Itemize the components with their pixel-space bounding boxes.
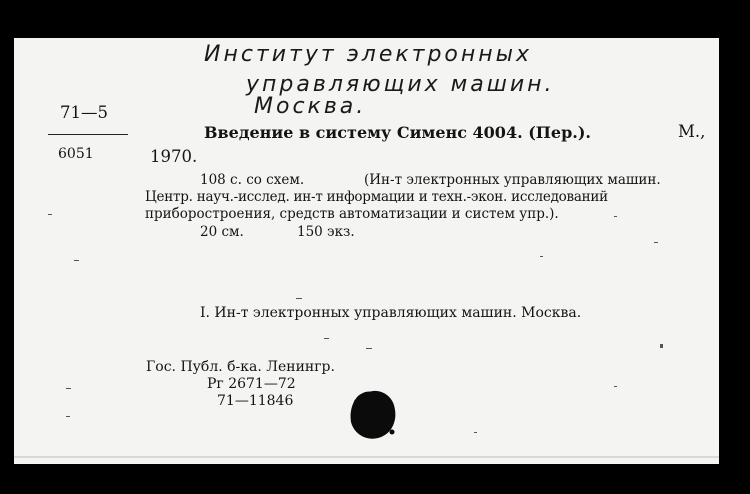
scan-speck bbox=[48, 214, 52, 215]
description-copies: 150 экз. bbox=[297, 224, 355, 240]
scan-speck bbox=[474, 432, 477, 433]
scan-speck bbox=[366, 348, 372, 349]
shelfmark-divider bbox=[48, 134, 128, 135]
catalog-card bbox=[14, 38, 719, 464]
scan-speck bbox=[654, 242, 658, 243]
tracing-entry: I. Ин-т электронных управляющих машин. Москва. bbox=[200, 305, 582, 321]
library-name: Гос. Публ. б-ка. Ленингр. bbox=[146, 359, 335, 375]
handwritten-line-1: Институт электронных bbox=[204, 42, 533, 67]
scan-speck bbox=[614, 386, 617, 387]
scan-speck bbox=[66, 416, 70, 417]
handwritten-line-2: управляющих машин. bbox=[246, 72, 555, 97]
description-note: (Ин-т электронных управляющих машин. bbox=[364, 172, 661, 188]
entry-year: 1970. bbox=[150, 147, 198, 166]
scan-speck bbox=[660, 344, 663, 348]
scan-speck bbox=[324, 338, 329, 339]
ink-blot bbox=[348, 388, 398, 442]
scan-speck bbox=[74, 260, 79, 261]
card-bottom-edge bbox=[14, 456, 719, 458]
scan-speck bbox=[66, 388, 71, 389]
entry-place: М., bbox=[678, 122, 706, 141]
handwritten-line-3: Москва. bbox=[254, 94, 367, 119]
entry-title: Введение в систему Сименс 4004. (Пер.). bbox=[204, 123, 591, 142]
library-number: 71—11846 bbox=[217, 393, 294, 409]
scan-speck bbox=[296, 298, 302, 299]
shelfmark-top: 71—5 bbox=[60, 103, 108, 122]
library-accession: Рг 2671—72 bbox=[207, 376, 296, 392]
description-pages: 108 с. со схем. bbox=[200, 172, 305, 188]
description-size: 20 см. bbox=[200, 224, 244, 240]
description-line-2: Центр. науч.-исслед. ин-т информации и техн.-экон. исследований bbox=[145, 189, 608, 205]
description-line-3: приборостроения, средств автоматизации и систем упр.). bbox=[145, 206, 559, 222]
scan-speck bbox=[614, 216, 617, 217]
shelfmark-bottom: 6051 bbox=[58, 146, 94, 162]
scan-speck bbox=[540, 256, 543, 257]
